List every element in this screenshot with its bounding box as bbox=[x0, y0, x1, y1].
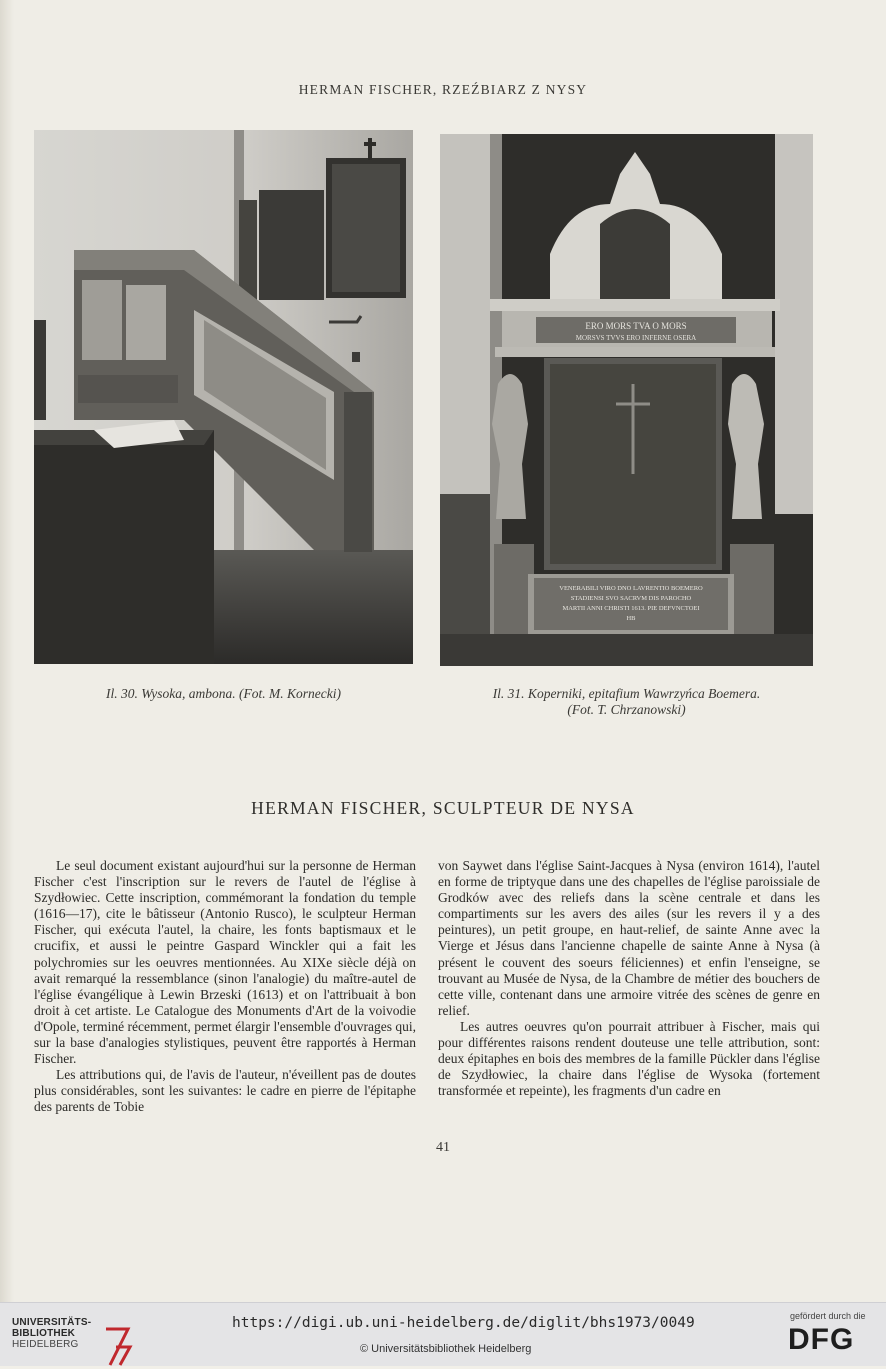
ub-logo-icon bbox=[102, 1325, 134, 1369]
paragraph: Le seul document existant aujourd'hui sur la personne de Herman Fischer c'est l'inscription sur le revers de l'autel de l'église à Szydłowiec. Cette inscription, commémorant la fondation du temple (1616—17), cite le bâtisseur (Antonio Rusco), le sculpteur Herman Fischer, qui exécuta l'autel, la chaire, les fonts baptismaux et le crucifix, et aussi le peintre Gaspard Winckler qui a fait les polychromies sur les oeuvres mentionnées. Au XIXe siècle déjà on avait remarqué la ressemblance (sinon l'analogie) du maître-autel de l'église évangélique à Lewin Brzeski (1613) et on l'attribuait à bon droit à cet artiste. Le Catalogue des Monuments d'Art de la voivodie d'Opole, terminé récemment, permet élargir l'ensemble d'ouvrages qui, sur la base d'analogies stylistiques, peuvent être rapportés à Herman Fischer. bbox=[34, 858, 416, 1067]
paragraph: von Saywet dans l'église Saint-Jacques à Nysa (environ 1614), l'autel en forme de triptyque dans une des chapelles de l'église paroissiale de Grodków avec des reliefs dans la scène centrale et dans les compartiments sur les avers des ailes (sur les revers il y a des peintures), un petit groupe, en haut-relief, de sainte Anne avec la Vierge et Jésus dans l'ancienne chapelle de sainte Anne à Nysa (à présent le couvent des soeurs féliciennes) et enfin l'enseigne, se trouvant au Musée de Nysa, de la Chambre de métier des bouchers de cette ville, contenant dans une armoire vitrée des scènes de genre en relief. bbox=[438, 858, 820, 1018]
figure-30-caption: Il. 30. Wysoka, ambona. (Fot. M. Kornecki) bbox=[106, 686, 341, 701]
copyright-notice: © Universitätsbibliothek Heidelberg bbox=[360, 1343, 532, 1355]
body-column-left bbox=[34, 858, 416, 1116]
ub-heidelberg-logo[interactable] bbox=[12, 1317, 91, 1350]
epitaph-top-inscription-line1: ERO MORS TVA O MORS bbox=[585, 321, 687, 331]
epitaph-bottom-inscription-line4: HB bbox=[626, 615, 636, 622]
page-number: 41 bbox=[436, 1140, 450, 1155]
footer-bar bbox=[0, 1302, 886, 1366]
library-name-line1: UNIVERSITÄTS- bbox=[12, 1317, 92, 1328]
epitaph-bottom-inscription-line3: MARTII ANNI CHRISTI 1613. PIE DEFVNCTOEI bbox=[562, 605, 700, 612]
body-column-right bbox=[438, 858, 820, 1099]
figure-31-caption bbox=[440, 686, 813, 718]
dfg-logo[interactable]: DFG bbox=[788, 1323, 855, 1356]
figure-31-caption-line1: Il. 31. Koperniki, epitafium Wawrzyńca Boemera. bbox=[492, 686, 761, 701]
section-title: HERMAN FISCHER, SCULPTEUR DE NYSA bbox=[251, 798, 635, 818]
permalink-url[interactable]: https://digi.ub.uni-heidelberg.de/diglit/bhs1973/0049 bbox=[232, 1315, 695, 1331]
paragraph: Les autres oeuvres qu'on pourrait attribuer à Fischer, mais qui pour différentes raisons rendent douteuse une telle attribution, sont: deux épitaphes en bois des membres de la famille Pückler dans l'église de Szydłowiec, la chaire dans l'église de Wysoka (fortement transformée et repeinte), les fragments d'un cadre en bbox=[438, 1018, 820, 1099]
library-name-line3: HEIDELBERG bbox=[12, 1339, 79, 1350]
paragraph: Les attributions qui, de l'avis de l'auteur, n'éveillent pas de doutes plus considérables, sont les suivantes: le cadre en pierre de l'épitaphe des parents de Tobie bbox=[34, 1067, 416, 1115]
funder-label: gefördert durch die bbox=[790, 1311, 866, 1321]
figure-31-caption-line2: (Fot. T. Chrzanowski) bbox=[567, 702, 686, 717]
library-name-line2: BIBLIOTHEK bbox=[12, 1328, 76, 1339]
epitaph-bottom-inscription-line1: VENERABILI VIRO DNO LAVRENTIO BOEMERO bbox=[559, 585, 703, 592]
epitaph-bottom-inscription-line2: STADIENSI SVO SACRVM DIS PAROCHO bbox=[570, 595, 692, 602]
pulpit-photo bbox=[34, 130, 413, 664]
epitaph-top-inscription-line2: MORSVS TVVS ERO INFERNE OSERA bbox=[575, 334, 697, 342]
page-gutter-shadow bbox=[0, 0, 14, 1302]
epitaph-photo bbox=[440, 134, 813, 666]
running-head: HERMAN FISCHER, RZEŹBIARZ Z NYSY bbox=[298, 82, 588, 97]
